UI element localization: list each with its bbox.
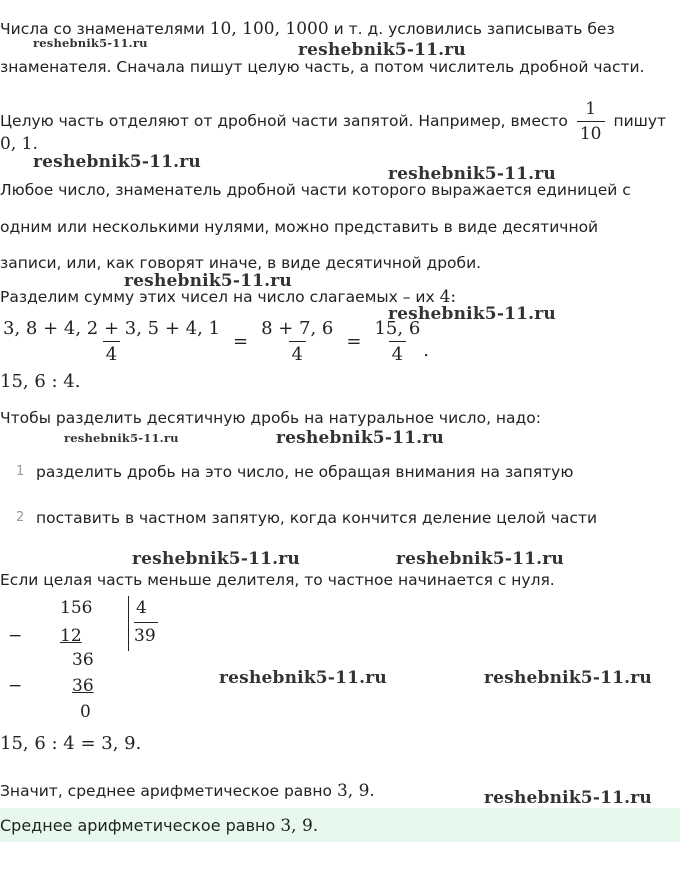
result-line: 15, 6 : 4 = 3, 9. [0, 733, 142, 754]
watermark: reshebnik5-11.ru [33, 36, 148, 50]
minus-sign-2: − [8, 676, 23, 696]
math-denominators: 10, 100, 1000 [209, 19, 329, 39]
paragraph-1-line-3: Целую часть отделяют от дробной части запятой. Например, вместо $\frac{1}{10}$ пишут [0, 99, 667, 144]
dividend: 156 [60, 598, 93, 618]
zero-rule: Если целая часть меньше делителя, то частное начинается с нуля. [0, 571, 555, 589]
minus-sign-1: − [8, 626, 23, 646]
sum-equation: $\frac{3, 8 + 4, 2 + 3, 5 + 4, 1}{4}$ = $\frac{8 + 7, 6}{4}$ = $\frac{15, 6}{4}$ . [0, 318, 429, 365]
division-bar [128, 596, 129, 651]
fraction-sum: $\frac{3, 8 + 4, 2 + 3, 5 + 4, 1}{4}$ [3, 318, 220, 365]
watermark: reshebnik5-11.ru [298, 40, 466, 60]
watermark: reshebnik5-11.ru [484, 668, 652, 688]
paragraph-1-line-1: Числа со знаменателями 10, 100, 1000 и т. д. условились записывать без [0, 19, 615, 39]
watermark: reshebnik5-11.ru [484, 788, 652, 808]
rule-intro: Чтобы разделить десятичную дробь на натуральное число, надо: [0, 409, 541, 427]
quotient: 39 [134, 626, 156, 646]
watermark: reshebnik5-11.ru [132, 549, 300, 569]
step-1-text: разделить дробь на это число, не обращая внимания на запятую [36, 463, 574, 481]
paragraph-2-line-3: записи, или, как говорят иначе, в виде десятичной дроби. [0, 254, 482, 272]
step-number-1: 1 [16, 464, 25, 479]
watermark: reshebnik5-11.ru [33, 152, 201, 172]
fraction-one-tenth: $\frac{1}{10}$ [577, 99, 605, 144]
remainder-1: 36 [72, 650, 94, 670]
remainder-2: 0 [80, 702, 91, 722]
conclusion: Значит, среднее арифметическое равно 3, 9. [0, 781, 375, 801]
subtrahend-2: 36 [72, 676, 94, 696]
paragraph-3: Разделим сумму этих чисел на число слагаемых – их 4: [0, 287, 457, 307]
divisor: 4 [136, 598, 147, 618]
subtrahend-1: 12 [60, 626, 82, 646]
watermark: reshebnik5-11.ru [219, 668, 387, 688]
final-answer-box [0, 808, 680, 842]
final-answer: Среднее арифметическое равно 3, 9. [0, 816, 319, 836]
watermark: reshebnik5-11.ru [64, 431, 179, 445]
fraction-partial: $\frac{8 + 7, 6}{4}$ [261, 318, 334, 365]
paragraph-1-result: 0, 1. [0, 134, 38, 154]
watermark: reshebnik5-11.ru [388, 164, 556, 184]
step-2-text: поставить в частном запятую, когда кончится деление целой части [36, 509, 598, 527]
watermark: reshebnik5-11.ru [388, 304, 556, 324]
division-expression: 15, 6 : 4. [0, 371, 81, 392]
paragraph-2-line-1: Любое число, знаменатель дробной части которого выражается единицей с [0, 181, 631, 199]
step-number-2: 2 [16, 510, 25, 525]
fraction-result: $\frac{15, 6}{4}$ [374, 318, 421, 365]
watermark: reshebnik5-11.ru [124, 271, 292, 291]
paragraph-1-line-2: знаменателя. Сначала пишут целую часть, а потом числитель дробной части. [0, 58, 645, 76]
paragraph-2-line-2: одним или несколькими нулями, можно представить в виде десятичной [0, 218, 599, 236]
divisor-underline [134, 622, 158, 623]
watermark: reshebnik5-11.ru [276, 428, 444, 448]
watermark: reshebnik5-11.ru [396, 549, 564, 569]
